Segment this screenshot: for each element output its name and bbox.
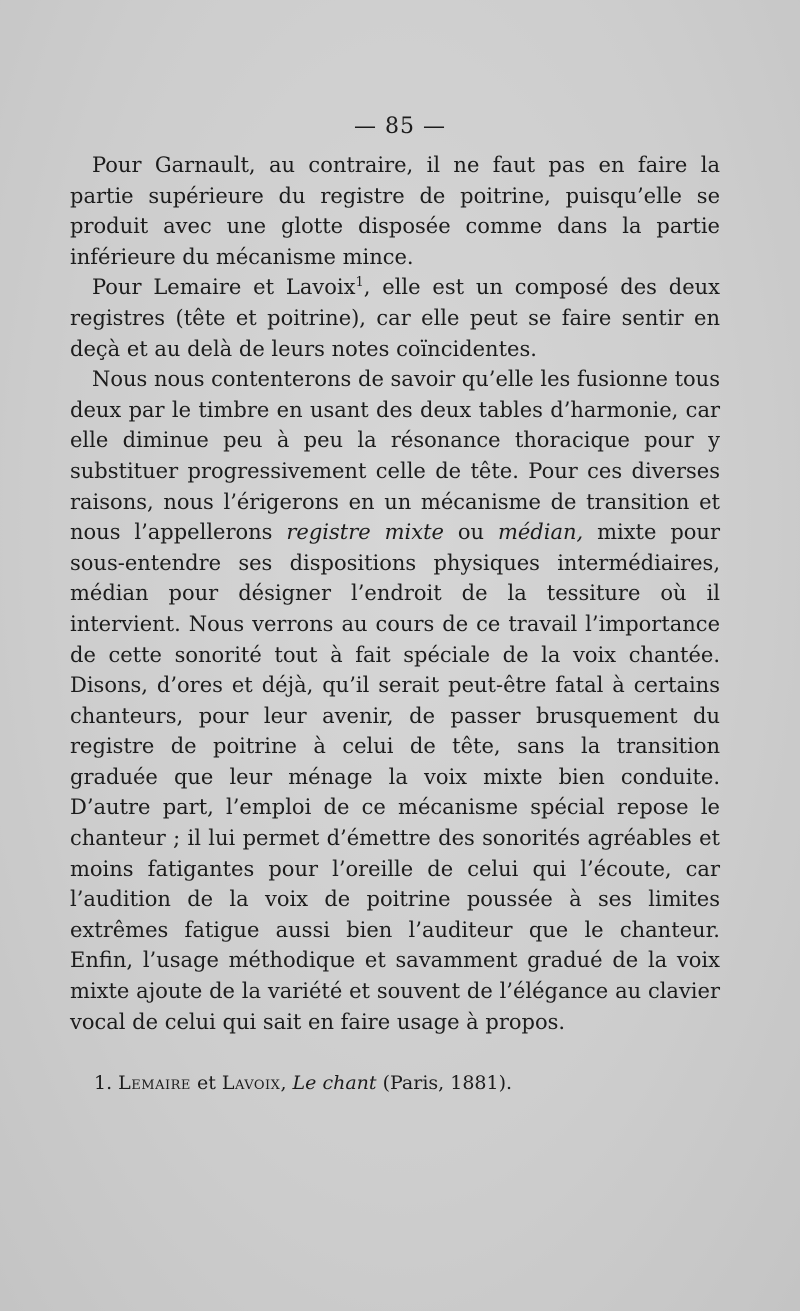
footnote-author: Lavoix — [221, 1072, 281, 1094]
body-text — [70, 150, 720, 1037]
page-number: — 85 — — [354, 114, 446, 139]
footnote-marker: 1. — [94, 1072, 119, 1094]
paragraph-text: mixte pour sous-entendre ses dispositions physiques intermédiaires, médian pour désigner l’endroit de la tessiture où il intervient. Nous verrons au cours de ce travail l’importance de cette sonorité tout à fait spéciale de la voix chantée. Disons, d’ores et déjà, qu’il serait peut-être fatal à certains chanteurs, pour leur avenir, de passer brusquement du registre de poitrine à celui de tête, sans la transition graduée que leur ménage la voix mixte bien conduite. D’autre part, l’emploi de ce mécanisme spécial repose le chanteur ; il lui permet d’émettre des sonorités agréables et moins fatigantes pour l’oreille de celui qui l’écoute, car l’audition de la voix de poitrine poussée à ses limites extrêmes fatigue aussi bien l’auditeur que le chanteur. Enfin, l’usage méthodique et savamment gradué de la voix mixte ajoute de la variété et souvent de l’élégance au clavier vocal de celui qui sait en faire usage à propos. — [70, 520, 720, 1034]
footnote-author: Lemaire — [118, 1072, 191, 1094]
paragraph-garnault: Pour Garnault, au contraire, il ne faut pas en faire la partie supérieure du registre de poitrine, puisqu’elle se produit avec une glotte disposée comme dans la partie inférieure du mécanisme mince. — [70, 153, 720, 269]
footnote-reference: 1 — [355, 275, 364, 291]
paragraph-text: ou — [443, 520, 498, 545]
paragraph-lemaire-lavoix — [70, 272, 720, 364]
footnote — [94, 1070, 734, 1096]
paragraph-registre-mixte — [70, 364, 720, 1037]
italic-term-median: médian, — [497, 520, 584, 545]
footnote-text: , — [280, 1072, 293, 1094]
footnote-book-title: Le chant — [292, 1072, 377, 1094]
footnote-text: et — [190, 1072, 222, 1094]
paragraph-text: , elle est un composé des deux registres (tête et poitrine), car elle peut se faire sentir en deçà et au delà de leurs notes coïncidentes. — [70, 275, 720, 361]
paragraph-text: Nous nous contenterons de savoir qu’elle les fusionne tous deux par le timbre en usant des deux tables d’harmonie, car elle diminue peu à peu la résonance thoracique pour y substituer progressivement celle de tête. Pour ces diverses raisons, nous l’érigerons en un mécanisme de transition et nous l’appellerons — [70, 367, 720, 545]
italic-term-registre-mixte: registre mixte — [286, 520, 444, 545]
paragraph-text: Pour Lemaire et Lavoix — [92, 275, 356, 300]
footnote-text: (Paris, 1881). — [376, 1072, 513, 1094]
